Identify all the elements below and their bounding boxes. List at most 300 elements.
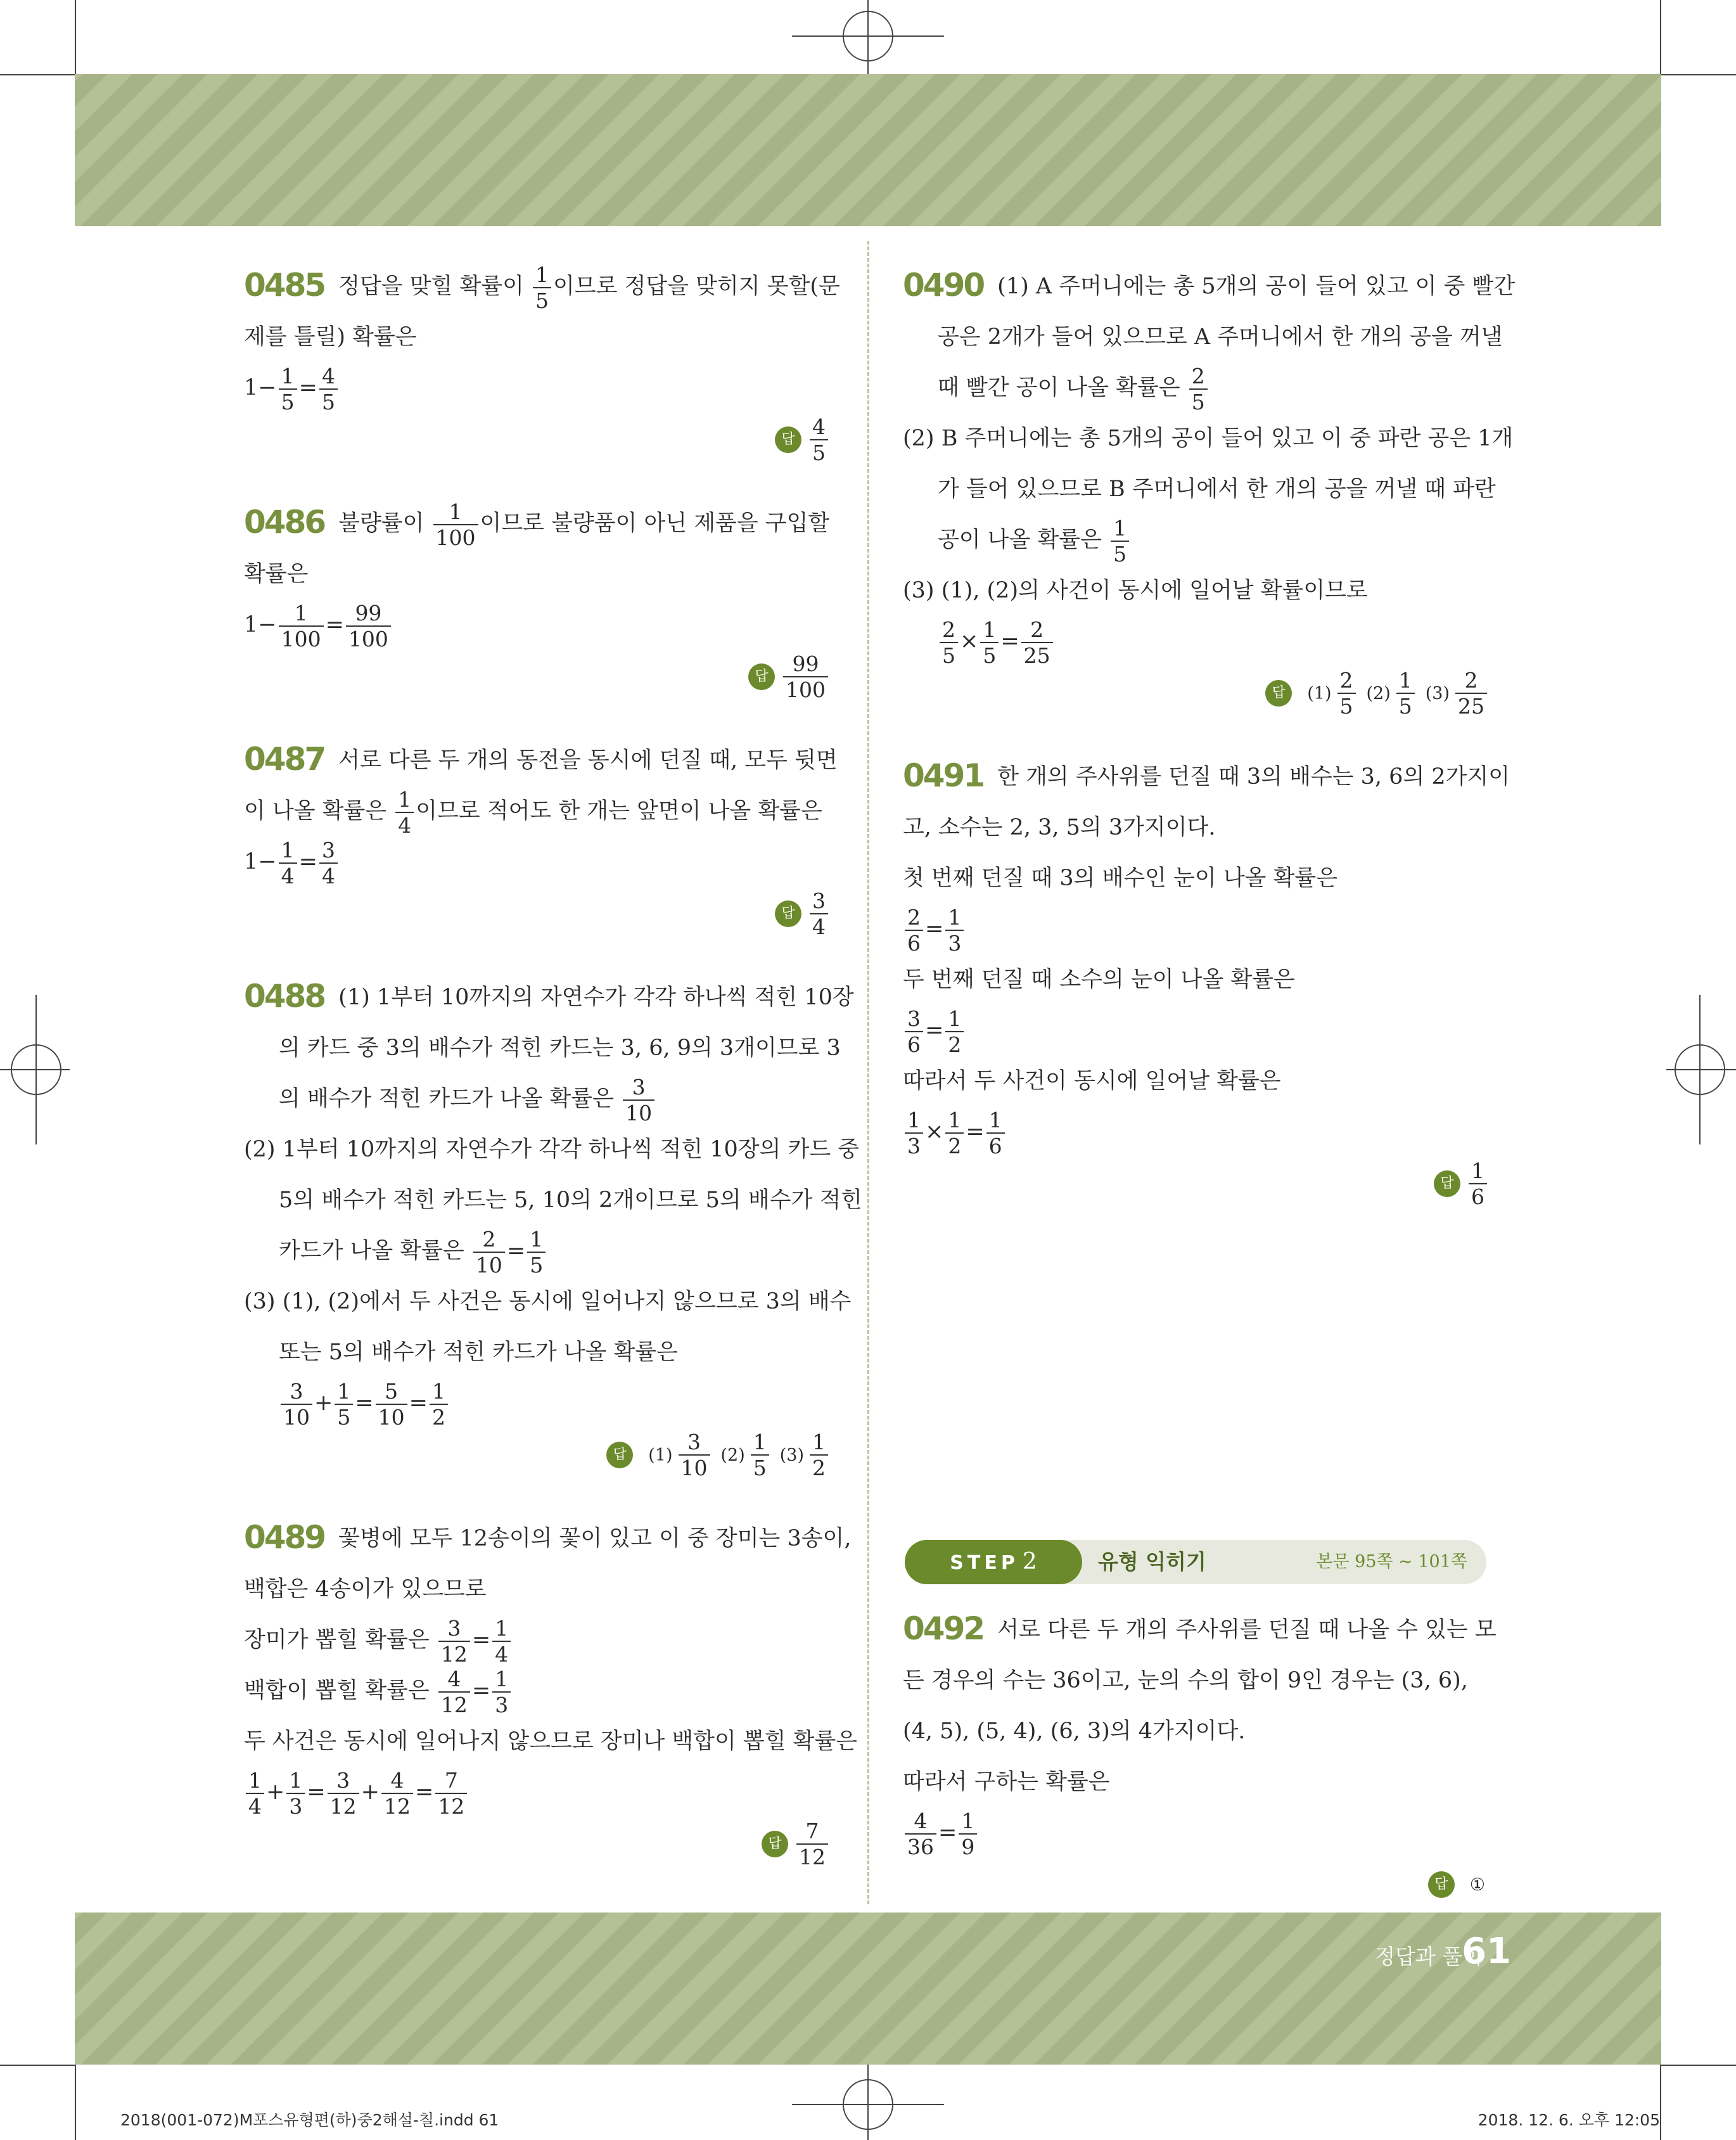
- fraction-denominator: 5: [1191, 389, 1205, 414]
- solution-line: [244, 734, 838, 786]
- registration-target: [843, 11, 893, 61]
- solution-line: [244, 786, 830, 836]
- footer-label: 정답과 풀이: [1375, 1944, 1483, 1969]
- fraction-denominator: 5: [337, 1404, 351, 1430]
- step-title: 유형 익히기: [1098, 1549, 1206, 1574]
- fraction: [810, 416, 828, 463]
- solution-text: (4, 5), (5, 4), (6, 3)의 4가지이다.: [903, 1719, 1246, 1744]
- fraction: [945, 904, 964, 956]
- fraction-denominator: 5: [983, 643, 997, 668]
- crop-mark: [1661, 74, 1736, 75]
- solution-line: [903, 1005, 1489, 1056]
- solution-line: [903, 1106, 1489, 1157]
- fraction: [246, 1767, 264, 1819]
- solution-line: [244, 362, 830, 413]
- solution-line: [244, 1327, 830, 1378]
- fraction-denominator: 5: [812, 440, 826, 465]
- problem-0489: [244, 1512, 858, 1878]
- solution-text: (3) (1), (2)에서 두 사건은 동시에 일어나지 않으므로 3의 배수: [244, 1289, 852, 1314]
- solution-line: [244, 1615, 830, 1665]
- problem-number: 0490: [903, 267, 984, 304]
- solution-text: 이 나올 확률은: [244, 798, 394, 824]
- answer-row: [244, 413, 830, 474]
- solution-text: =: [925, 916, 944, 942]
- solution-text: (2) 1부터 10까지의 자연수가 각각 하나씩 적힌 10장의 카드 중: [244, 1137, 860, 1162]
- solution-line: [244, 1378, 830, 1428]
- step-label: [905, 1540, 1082, 1584]
- fraction-denominator: 6: [907, 930, 921, 956]
- fraction: [281, 1378, 312, 1430]
- fraction: [905, 1810, 936, 1857]
- solution-line: [244, 1512, 852, 1564]
- fraction: [623, 1074, 654, 1125]
- fraction-numerator: 2: [905, 907, 923, 931]
- solution-text: 불량률이: [338, 511, 431, 536]
- solution-line: [903, 750, 1510, 802]
- solution-line: [903, 1807, 1489, 1858]
- solution-line: [244, 1564, 830, 1615]
- fraction-numerator: 3: [319, 840, 338, 864]
- fraction-numerator: 1: [1396, 670, 1415, 694]
- solution-line: [244, 1226, 830, 1276]
- fraction-numerator: 1: [959, 1810, 977, 1835]
- fraction-numerator: 3: [281, 1381, 312, 1405]
- solution-text: 의 배수가 적힌 카드가 나올 확률은: [279, 1086, 622, 1112]
- solution-line: [903, 312, 1503, 362]
- fraction-numerator: 1: [980, 619, 999, 643]
- answer-badge: 답: [1265, 680, 1292, 707]
- fraction-numerator: 1: [279, 366, 297, 390]
- step-label-text: STEP: [950, 1552, 1019, 1574]
- solution-text: =: [966, 1119, 985, 1144]
- step-banner: [905, 1540, 1486, 1584]
- solution-text: 공은 2개가 들어 있으므로 A 주머니에서 한 개의 공을 꺼낼: [938, 324, 1503, 350]
- solution-text: 공이 나올 확률은: [938, 527, 1109, 553]
- answer-row: [903, 1858, 1489, 1919]
- problem-number: 0487: [244, 741, 325, 778]
- registration-target: [11, 1044, 61, 1095]
- fraction: [438, 1666, 470, 1717]
- solution-text: 이므로 적어도 한 개는 앞면이 나올 확률은: [416, 798, 822, 824]
- solution-line: [244, 312, 830, 362]
- fraction-numerator: 2: [1021, 619, 1053, 643]
- fraction-denominator: 12: [799, 1844, 826, 1869]
- slug-filename: 2018(001-072)M포스유형편(하)중2해설-칠.indd 61: [120, 2111, 499, 2129]
- solution-text: =: [325, 612, 344, 638]
- fraction: [527, 1226, 546, 1278]
- fraction: [905, 1008, 923, 1055]
- answer-label: (3): [1425, 684, 1450, 703]
- solution-text: (1) A 주머니에는 총 5개의 공이 들어 있고 이 중 빨간: [997, 274, 1516, 299]
- fraction-numerator: 2: [1337, 670, 1356, 694]
- solution-line: [244, 260, 840, 313]
- fraction: [1396, 667, 1415, 719]
- fraction-denominator: 12: [383, 1793, 411, 1819]
- fraction-denominator: 3: [948, 930, 962, 956]
- fraction-numerator: 1: [945, 1110, 964, 1134]
- fraction-denominator: 3: [289, 1793, 303, 1819]
- fraction-numerator: 7: [435, 1770, 467, 1794]
- fraction: [279, 600, 324, 651]
- solution-text: (3) (1), (2)의 사건이 동시에 일어날 확률이므로: [903, 578, 1368, 603]
- fraction-numerator: 4: [810, 416, 828, 440]
- solution-line: [244, 1276, 852, 1327]
- solution-line: [244, 1767, 830, 1817]
- fraction-numerator: 1: [430, 1381, 448, 1405]
- fraction-numerator: 1: [751, 1432, 769, 1456]
- fraction-numerator: 3: [810, 890, 828, 914]
- fraction-numerator: 1: [945, 1008, 964, 1032]
- solution-line: [903, 1603, 1497, 1655]
- solution-line: [903, 1056, 1489, 1106]
- answer-row: [244, 1817, 830, 1878]
- fraction: [986, 1107, 1005, 1158]
- answer-label: (2): [1366, 684, 1391, 703]
- solution-text: =: [471, 1627, 491, 1653]
- solution-text: 5의 배수가 적힌 카드는 5, 10의 2개이므로 5의 배수가 적힌: [279, 1188, 863, 1213]
- solution-line: [903, 413, 1514, 464]
- solution-line: [903, 260, 1516, 312]
- fraction: [319, 837, 338, 888]
- answer-label: (2): [720, 1445, 745, 1465]
- fraction-denominator: 36: [907, 1834, 934, 1859]
- answer-badge: 답: [1434, 1170, 1460, 1197]
- fraction-numerator: 1: [810, 1432, 828, 1456]
- fraction: [959, 1810, 977, 1857]
- fraction-denominator: 12: [440, 1692, 468, 1717]
- fraction-denominator: 6: [988, 1133, 1002, 1158]
- fraction-denominator: 5: [942, 643, 955, 668]
- solution-line: [244, 1023, 841, 1073]
- fraction-numerator: 3: [328, 1770, 359, 1794]
- solution-text: 장미가 뽑힐 확률은: [244, 1627, 437, 1653]
- problem-number: 0491: [903, 757, 984, 794]
- solution-text: 따라서 구하는 확률은: [903, 1769, 1110, 1795]
- solution-text: 백합이 뽑힐 확률은: [244, 1678, 437, 1703]
- fraction-numerator: 1: [945, 907, 964, 931]
- problem-number: 0492: [903, 1610, 984, 1647]
- fraction: [1337, 667, 1356, 719]
- solution-line: [903, 1706, 1489, 1757]
- solution-text: 한 개의 주사위를 던질 때 3의 배수는 3, 6의 2가지이: [997, 764, 1510, 790]
- fraction-denominator: 4: [248, 1793, 262, 1819]
- solution-line: [903, 1655, 1489, 1706]
- fraction-numerator: 4: [905, 1810, 936, 1835]
- problem-0492: [903, 1603, 1497, 1919]
- solution-text: 백합은 4송이가 있으므로: [244, 1577, 487, 1602]
- solution-text: 이므로 정답을 맞히지 못할(문: [553, 274, 840, 299]
- fraction-denominator: 10: [475, 1252, 502, 1278]
- fraction-denominator: 9: [961, 1834, 975, 1859]
- fraction-numerator: 2: [1455, 670, 1487, 694]
- fraction-denominator: 100: [281, 626, 321, 651]
- fraction-denominator: 5: [321, 389, 335, 414]
- solution-text: 고, 소수는 2, 3, 5의 3가지이다.: [903, 815, 1216, 840]
- fraction-denominator: 4: [495, 1641, 509, 1667]
- solution-text: 정답을 맞힐 확률이: [338, 274, 532, 299]
- fraction: [533, 264, 551, 311]
- problem-0487: [244, 734, 838, 948]
- solution-line: [244, 1665, 830, 1716]
- answer-label: (3): [779, 1445, 804, 1465]
- fraction-numerator: 7: [796, 1821, 828, 1845]
- answer-row: [244, 1428, 830, 1489]
- fraction-denominator: 4: [812, 914, 826, 939]
- fraction-numerator: 1: [986, 1110, 1005, 1134]
- solution-line: [244, 549, 830, 599]
- solution-text: =: [1000, 629, 1019, 654]
- solution-line: [244, 497, 830, 549]
- fraction: [492, 1666, 511, 1717]
- solution-line: [244, 1716, 858, 1767]
- fraction-denominator: 10: [625, 1100, 653, 1125]
- fraction-numerator: 2: [1189, 366, 1208, 390]
- fraction-denominator: 12: [440, 1641, 468, 1667]
- fraction-numerator: 1: [905, 1110, 923, 1134]
- fraction-denominator: 4: [321, 863, 335, 888]
- problem-0488: [244, 971, 863, 1489]
- solution-text: 때 빨간 공이 나올 확률은: [938, 375, 1187, 400]
- crop-mark: [1661, 2065, 1736, 2066]
- fraction-denominator: 2: [812, 1455, 826, 1480]
- fraction-denominator: 5: [1339, 693, 1353, 719]
- fraction: [430, 1378, 448, 1430]
- fraction: [1021, 619, 1053, 666]
- problem-0485: [244, 260, 840, 474]
- fraction: [473, 1226, 505, 1278]
- fraction-denominator: 10: [378, 1404, 405, 1430]
- slug-timestamp: 2018. 12. 6. 오후 12:05: [1478, 2111, 1660, 2129]
- fraction-numerator: 2: [473, 1229, 505, 1253]
- fraction-numerator: 1: [527, 1229, 546, 1253]
- fraction-numerator: 1: [1111, 518, 1129, 542]
- registration-target: [1675, 1044, 1725, 1095]
- solution-line: [244, 1073, 830, 1124]
- fraction-denominator: 5: [1113, 541, 1127, 567]
- fraction: [905, 904, 923, 956]
- solution-text: (2) B 주머니에는 총 5개의 공이 들어 있고 이 중 파란 공은 1개: [903, 426, 1514, 451]
- solution-line: [903, 853, 1489, 904]
- fraction: [810, 890, 828, 937]
- fraction: [395, 786, 414, 838]
- solution-text: 두 사건은 동시에 일어나지 않으므로 장미나 백합이 뽑힐 확률은: [244, 1729, 858, 1754]
- answer-badge: 답: [1428, 1871, 1455, 1898]
- fraction: [810, 1429, 828, 1480]
- problem-number: 0485: [244, 267, 325, 304]
- solution-text: 따라서 두 사건이 동시에 일어날 확률은: [903, 1068, 1281, 1094]
- problem-number: 0486: [244, 504, 325, 541]
- solution-text: +: [361, 1779, 380, 1805]
- fraction-numerator: 4: [438, 1669, 470, 1693]
- fraction-denominator: 5: [530, 1252, 544, 1278]
- fraction-numerator: 1: [395, 789, 414, 813]
- fraction-denominator: 5: [753, 1455, 767, 1480]
- fraction: [679, 1429, 710, 1480]
- solution-line: [903, 565, 1489, 616]
- solution-text: =: [355, 1390, 374, 1416]
- solution-text: 1−: [244, 612, 277, 638]
- solution-line: [903, 616, 1489, 667]
- solution-text: 가 들어 있으므로 B 주머니에서 한 개의 공을 꺼낼 때 파란: [938, 477, 1496, 502]
- fraction: [376, 1378, 407, 1430]
- fraction-numerator: 1: [286, 1770, 305, 1794]
- fraction-numerator: 4: [319, 366, 338, 390]
- solution-text: =: [938, 1820, 957, 1845]
- footer-band: [75, 1913, 1661, 2065]
- fraction-denominator: 25: [1023, 643, 1050, 668]
- fraction: [286, 1767, 305, 1819]
- solution-text: =: [409, 1390, 428, 1416]
- fraction-denominator: 10: [680, 1455, 708, 1480]
- fraction: [433, 501, 478, 548]
- solution-text: 첫 번째 던질 때 3의 배수인 눈이 나올 확률은: [903, 866, 1338, 891]
- answer-label: (1): [1307, 684, 1332, 703]
- fraction: [1455, 667, 1487, 719]
- solution-line: [244, 1175, 863, 1226]
- solution-line: [244, 1124, 860, 1175]
- fraction-denominator: 100: [348, 626, 388, 651]
- fraction-numerator: 4: [381, 1770, 413, 1794]
- solution-text: 이므로 불량품이 아닌 제품을 구입할: [480, 511, 830, 536]
- fraction-numerator: 1: [533, 264, 551, 288]
- solution-text: =: [298, 375, 317, 400]
- solution-text: 카드가 나올 확률은: [279, 1238, 471, 1264]
- solution-line: [903, 1757, 1489, 1807]
- fraction-denominator: 2: [948, 1133, 962, 1158]
- solution-line: [244, 836, 830, 887]
- fraction: [980, 619, 999, 666]
- fraction-numerator: 1: [492, 1618, 511, 1642]
- answer-badge: 답: [775, 900, 801, 927]
- solution-text: =: [414, 1779, 434, 1805]
- solution-line: [903, 904, 1489, 954]
- crop-mark: [0, 74, 75, 75]
- fraction: [319, 363, 338, 414]
- fraction-denominator: 5: [535, 288, 549, 313]
- fraction-denominator: 2: [431, 1404, 445, 1430]
- solution-text: (1) 1부터 10까지의 자연수가 각각 하나씩 적힌 10장: [338, 985, 854, 1010]
- fraction-denominator: 5: [1398, 693, 1412, 719]
- fraction-denominator: 4: [398, 812, 412, 838]
- fraction-denominator: 6: [907, 1032, 921, 1057]
- solution-text: =: [506, 1238, 526, 1264]
- fraction: [328, 1767, 359, 1819]
- fraction-numerator: 3: [679, 1432, 710, 1456]
- fraction-numerator: 5: [376, 1381, 407, 1405]
- fraction: [492, 1615, 511, 1667]
- fraction: [279, 363, 297, 414]
- answer-row: [903, 1157, 1489, 1218]
- fraction: [1111, 515, 1129, 567]
- fraction-denominator: 100: [786, 677, 826, 702]
- solution-text: =: [471, 1678, 491, 1703]
- solution-text: 든 경우의 수는 36이고, 눈의 수의 합이 9인 경우는 (3, 6),: [903, 1668, 1468, 1693]
- problem-0490: [903, 260, 1516, 727]
- fraction-denominator: 12: [329, 1793, 357, 1819]
- answer-row: [903, 667, 1489, 727]
- fraction-numerator: 1: [335, 1381, 353, 1405]
- solution-text: +: [314, 1390, 333, 1416]
- fraction-numerator: 2: [940, 619, 958, 643]
- fraction-denominator: 10: [283, 1404, 310, 1430]
- solution-line: [903, 802, 1489, 853]
- fraction-numerator: 3: [905, 1008, 923, 1032]
- solution-line: [903, 362, 1489, 413]
- problem-number: 0489: [244, 1519, 325, 1556]
- solution-text: =: [298, 849, 317, 875]
- problem-number: 0488: [244, 978, 325, 1015]
- fraction: [279, 837, 297, 888]
- crop-mark: [1660, 0, 1661, 74]
- solution-text: 1−: [244, 849, 277, 875]
- fraction-numerator: 1: [1469, 1160, 1487, 1184]
- fraction-denominator: 4: [281, 863, 295, 888]
- fraction-numerator: 1: [492, 1669, 511, 1693]
- answer-badge: 답: [748, 663, 775, 690]
- fraction-denominator: 3: [907, 1133, 921, 1158]
- solution-text: 의 카드 중 3의 배수가 적힌 카드는 3, 6, 9의 3개이므로 3: [279, 1035, 841, 1061]
- fraction: [1469, 1160, 1487, 1207]
- column-divider: [867, 241, 869, 1904]
- solution-text: 서로 다른 두 개의 동전을 동시에 던질 때, 모두 뒷면: [338, 748, 838, 773]
- answer-row: [244, 650, 830, 711]
- problem-0491: [903, 750, 1510, 1218]
- fraction: [783, 653, 828, 700]
- header-band: [75, 74, 1661, 226]
- fraction-numerator: 99: [783, 653, 828, 677]
- left-column: [244, 260, 863, 1901]
- crop-mark: [75, 0, 76, 74]
- fraction: [940, 619, 958, 666]
- step-number: 2: [1022, 1549, 1037, 1575]
- crop-mark: [75, 2065, 76, 2140]
- fraction-numerator: 1: [246, 1770, 264, 1794]
- answer-badge: 답: [762, 1831, 788, 1857]
- fraction-denominator: 12: [438, 1793, 465, 1819]
- solution-text: 서로 다른 두 개의 주사위를 던질 때 나올 수 있는 모: [997, 1617, 1497, 1643]
- solution-text: ×: [960, 629, 979, 654]
- solution-text: 꽃병에 모두 12송이의 꽃이 있고 이 중 장미는 3송이,: [338, 1526, 852, 1551]
- solution-line: [903, 464, 1496, 515]
- fraction-numerator: 99: [346, 603, 391, 627]
- answer-row: [244, 887, 830, 948]
- crop-mark: [1660, 2065, 1661, 2140]
- solution-line: [903, 954, 1489, 1005]
- crop-mark: [0, 2065, 75, 2066]
- solution-text: =: [925, 1018, 944, 1043]
- solution-text: 두 번째 던질 때 소수의 눈이 나올 확률은: [903, 967, 1295, 992]
- fraction: [335, 1378, 353, 1430]
- solution-line: [244, 971, 854, 1023]
- fraction: [945, 1107, 964, 1158]
- fraction-denominator: 5: [281, 389, 295, 414]
- fraction: [945, 1008, 964, 1055]
- fraction: [1189, 363, 1208, 414]
- registration-target: [843, 2079, 893, 2130]
- fraction-numerator: 1: [279, 603, 324, 627]
- solution-text: =: [307, 1779, 326, 1805]
- solution-line: [903, 515, 1489, 565]
- answer-label: (1): [648, 1445, 673, 1465]
- fraction-denominator: 3: [495, 1692, 509, 1717]
- fraction-denominator: 2: [948, 1032, 962, 1057]
- fraction-denominator: 100: [435, 525, 476, 550]
- fraction-numerator: 1: [433, 501, 478, 525]
- fraction: [381, 1767, 413, 1819]
- fraction-numerator: 3: [623, 1077, 654, 1101]
- fraction-numerator: 3: [438, 1618, 470, 1642]
- solution-text: 또는 5의 배수가 적힌 카드가 나올 확률은: [279, 1340, 678, 1365]
